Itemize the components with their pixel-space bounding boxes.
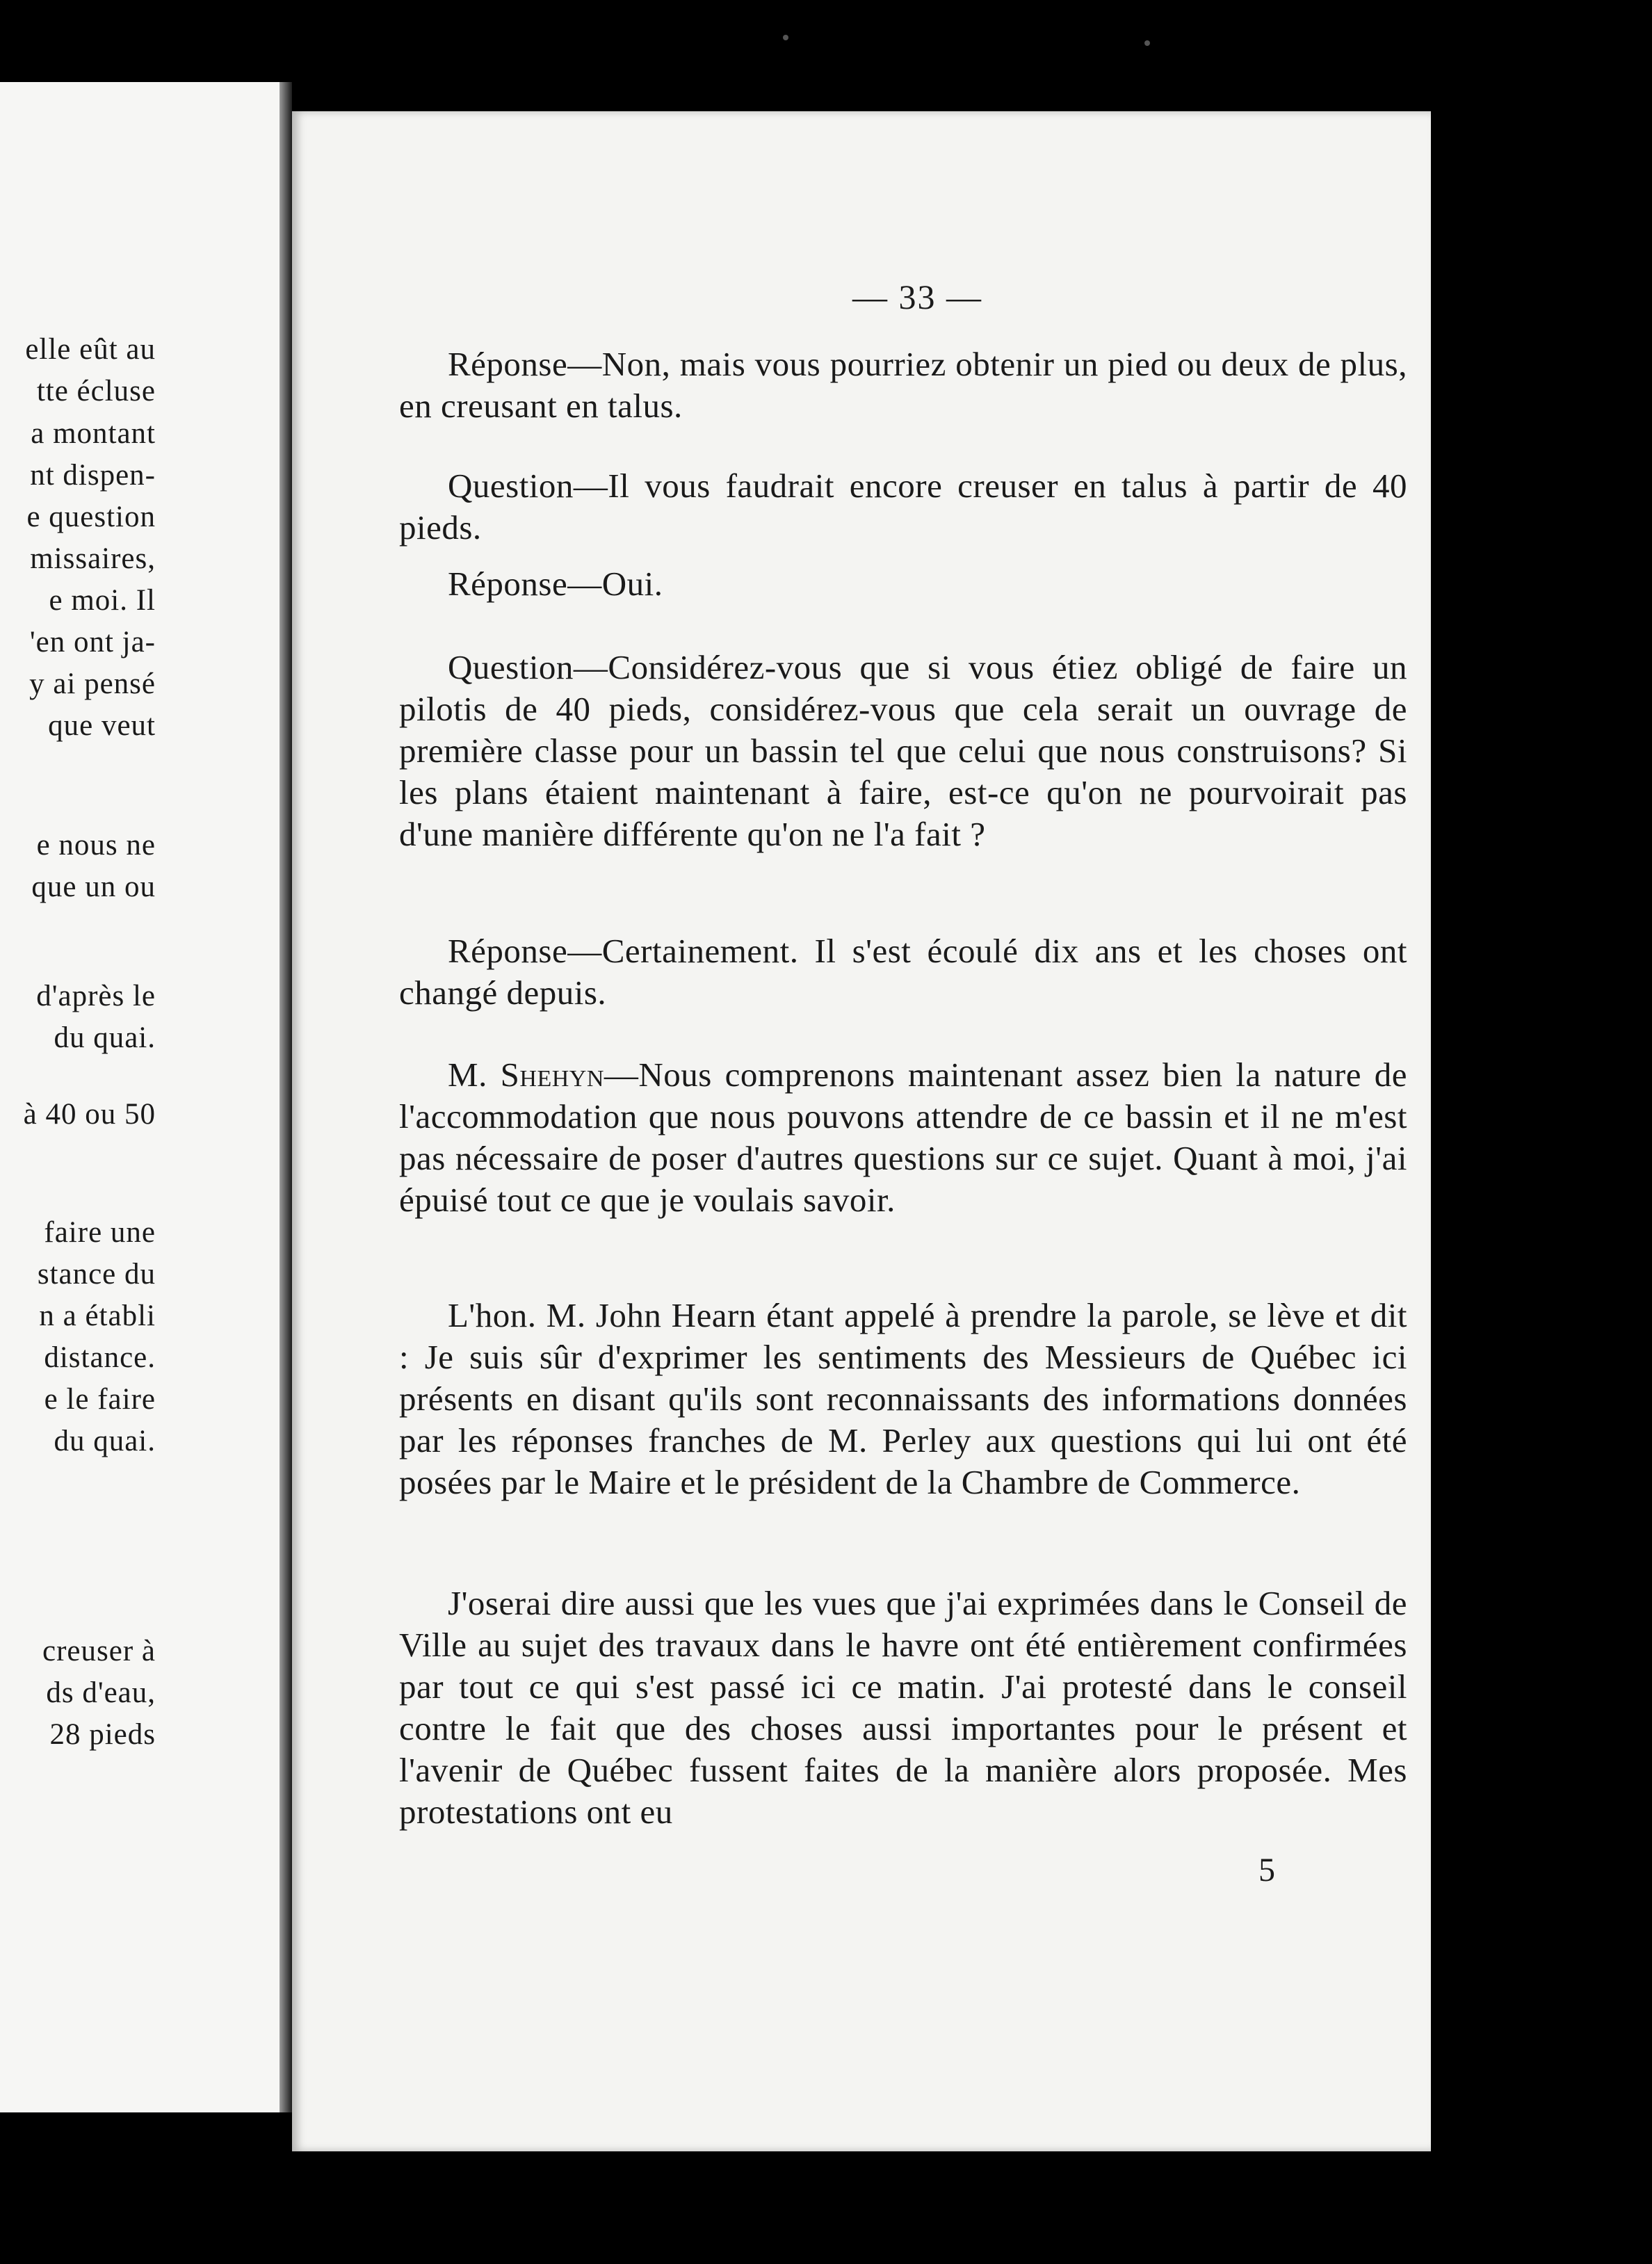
left-line: que veut <box>48 709 156 742</box>
left-line: elle eût au <box>25 333 156 366</box>
left-line: nt dispen- <box>30 459 156 492</box>
paragraph: Réponse—Oui. <box>448 565 663 603</box>
speaker-name: Shehyn <box>500 1056 604 1094</box>
left-line: que un ou <box>31 871 156 903</box>
left-line: y ai pensé <box>29 668 156 700</box>
speaker-prefix: M. <box>448 1056 501 1094</box>
left-line: missaires, <box>30 542 156 575</box>
paragraph: L'hon. M. John Hearn étant appelé à prendre la parole, se lève et dit : Je suis sûr d'exprimer les sentiments des Messieurs de Québec ici présents en disant qu'ils sont reconnaissants des informations données par les réponses franches de M. Perley aux questions qui lui ont été posées par le Maire et le président de la Chambre de Commerce. <box>399 1296 1407 1501</box>
page-number: — 33 — <box>852 277 982 316</box>
left-line: du quai. <box>54 1021 156 1054</box>
left-line: e nous ne <box>36 829 156 862</box>
paragraph: Réponse—Certainement. Il s'est écoulé dix ans et les choses ont changé depuis. <box>399 932 1407 1012</box>
left-line: n a établi <box>39 1300 156 1332</box>
left-line: faire une <box>44 1216 156 1249</box>
left-line: tte écluse <box>36 375 156 407</box>
left-line: e question <box>26 501 156 533</box>
paragraph: Réponse—Non, mais vous pourriez obtenir un pied ou deux de plus, en creusant en talus. <box>399 345 1407 425</box>
left-line: d'après le <box>36 980 156 1012</box>
left-line: distance. <box>44 1341 156 1374</box>
paragraph: Question—Considérez-vous que si vous étiez obligé de faire un pilotis de 40 pieds, considérez-vous que cela serait un ouvrage de première classe pour un bassin tel que celui que nous construisons? Si les plans étaient maintenant à faire, est-ce qu'on ne pourvoirait pas d'une manière différente qu'on ne l'a fait ? <box>399 648 1407 853</box>
paragraph: J'oserai dire aussi que les vues que j'ai exprimées dans le Conseil de Ville au sujet des travaux dans le havre ont été entièrement confirmées par tout ce qui s'est passé ici ce matin. J'ai protesté dans le conseil contre le fait que des choses aussi importantes pour le présent et l'avenir de Québec fussent faites de la manière alors proposée. Mes protestations ont eu <box>399 1584 1407 1831</box>
dust-speck <box>783 35 788 40</box>
signature-mark: 5 <box>1258 1852 1275 1889</box>
left-page <box>0 82 280 2112</box>
dust-speck <box>1144 40 1150 46</box>
paragraph: Question—Il vous faudrait encore creuser en talus à partir de 40 pieds. <box>399 467 1407 547</box>
left-line: a montant <box>31 417 156 450</box>
left-line: e le faire <box>44 1383 156 1416</box>
left-line: stance du <box>37 1258 156 1291</box>
left-line: 'en ont ja- <box>29 626 156 658</box>
left-line: ds d'eau, <box>46 1676 156 1709</box>
left-line: e moi. Il <box>49 584 156 617</box>
left-line: 28 pieds <box>49 1718 156 1751</box>
page-gutter <box>280 82 292 2112</box>
left-line: creuser à <box>42 1635 156 1667</box>
paragraph: M. Shehyn—Nous comprenons maintenant assez bien la nature de l'accommodation que nous pouvons attendre de ce bassin et il ne m'est pas nécessaire de poser d'autres questions sur ce sujet. Quant à moi, j'ai épuisé tout ce que je voulais savoir. <box>399 1056 1408 1219</box>
left-line: du quai. <box>54 1425 156 1457</box>
left-line: à 40 ou 50 <box>23 1098 156 1131</box>
